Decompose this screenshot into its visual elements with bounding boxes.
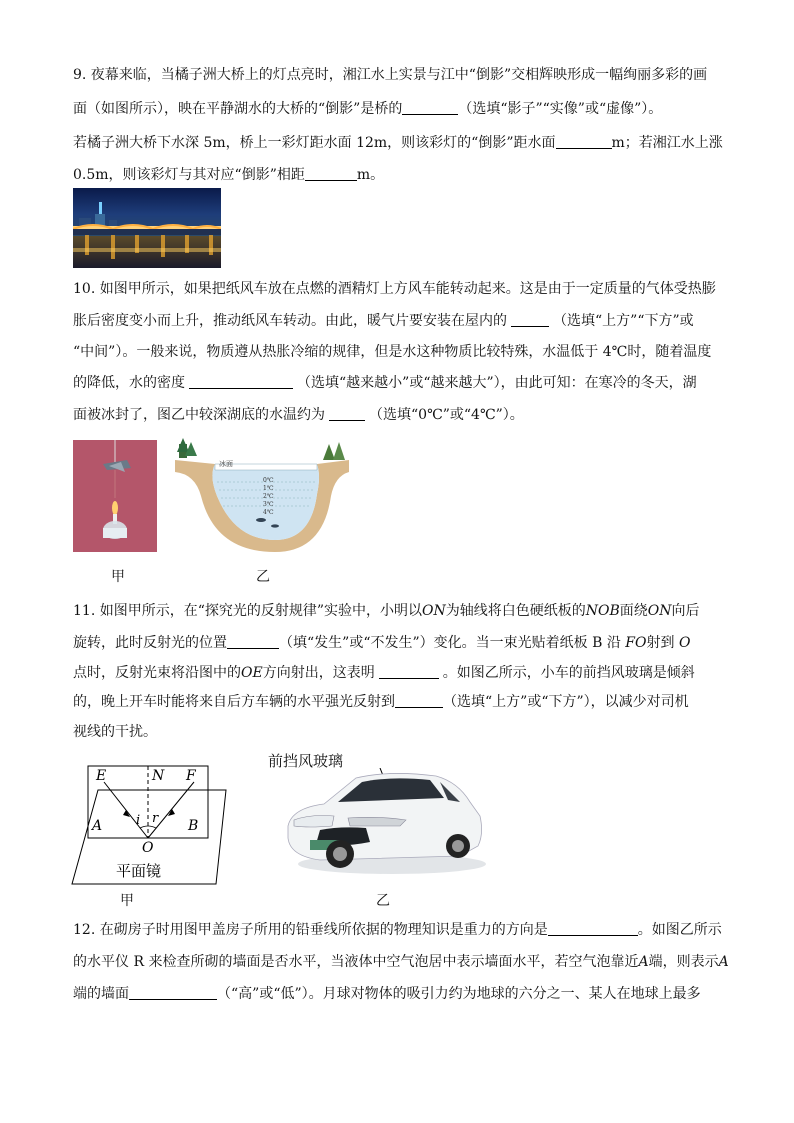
frozen-lake-diagram	[175, 436, 349, 554]
q9-line-2: 面（如图所示），映在平静湖水的大桥的“倒影”是桥的 （选填“影子”“实像”或“虚像”）。	[73, 101, 663, 117]
reflection-experiment-diagram	[70, 760, 230, 888]
fig-caption-yi: 乙	[256, 569, 270, 585]
temp-label-4: 4℃	[263, 509, 274, 516]
label-N: N	[152, 768, 165, 784]
plane-mirror-label: 平面镜	[116, 862, 162, 880]
q11-line-1: 11. 如图甲所示，在“探究光的反射规律”实验中，小明以ON为轴线将白色硬纸板的NOB面绕ON向后	[73, 603, 700, 619]
q11-line-3: 点时，反射光束将沿图中的OE方向射出，这表明 。如图乙所示，小车的前挡风玻璃是倾斜	[73, 665, 695, 681]
temp-label-2: 2℃	[263, 493, 274, 500]
label-B: B	[188, 818, 199, 834]
q9-line-3: 若橘子洲大桥下水深 5m，桥上一彩灯距水面 12m，则该彩灯的“倒影”距水面 m；若湘江水上涨	[73, 135, 723, 151]
fig-caption-jia-2: 甲	[120, 893, 134, 909]
q9-line-1: 9. 夜幕来临，当橘子洲大桥上的灯点亮时，湘江水上实景与江中“倒影”交相辉映形成一幅绚丽多彩的画	[73, 67, 708, 83]
fig-caption-jia: 甲	[111, 569, 125, 585]
q11-blank-1[interactable]	[227, 634, 279, 649]
q12-blank-2[interactable]	[129, 985, 217, 1000]
ice-surface-label: 冰面	[219, 460, 233, 468]
q9-blank-1[interactable]	[402, 100, 458, 115]
q12-line-1: 12. 在砌房子时用图甲盖房子所用的铅垂线所依据的物理知识是重力的方向是 。如图乙所示	[73, 922, 722, 938]
q9-blank-2[interactable]	[556, 134, 612, 149]
q11-blank-3[interactable]	[395, 693, 443, 708]
label-i: i	[136, 813, 141, 828]
q12-blank-1[interactable]	[548, 921, 638, 936]
q11-blank-2[interactable]	[379, 664, 439, 679]
q12-line-2: 的水平仪 R 来检查所砌的墙面是否水平，当液体中空气泡居中表示墙面水平，若空气泡靠近A端，则表示A	[73, 954, 729, 970]
q10-blank-2[interactable]	[189, 374, 293, 389]
q12-line-3: 端的墙面 （“高”或“低”）。月球对物体的吸引力约为地球的六分之一、某人在地球上最多	[73, 986, 701, 1002]
temp-label-3: 3℃	[263, 501, 274, 508]
q9-line-4: 0.5m，则该彩灯与其对应“倒影”相距 m。	[73, 167, 385, 183]
fig-caption-yi-2: 乙	[376, 893, 390, 909]
q10-blank-1[interactable]	[511, 312, 549, 327]
q10-line-5: 面被冰封了，图乙中较深湖底的水温约为 （选填“0℃”或“4℃”）。	[73, 407, 524, 423]
temp-label-1: 1℃	[263, 485, 274, 492]
q11-line-2: 旋转，此时反射光的位置 （填“发生”或“不发生”）变化。当一束光贴着纸板 B 沿 FO射到 O	[73, 635, 691, 651]
q9-blank-3[interactable]	[305, 166, 357, 181]
q10-line-2: 胀后密度变小而上升，推动纸风车转动。由此，暖气片要安装在屋内的 （选填“上方”“下方”或	[73, 313, 694, 329]
windshield-label: 前挡风玻璃	[268, 752, 344, 770]
label-O: O	[142, 840, 154, 856]
pinwheel-lamp-photo	[73, 440, 157, 552]
bridge-night-photo	[73, 188, 221, 268]
label-E: E	[96, 768, 107, 784]
label-A: A	[92, 818, 103, 834]
q10-line-4: 的降低，水的密度 （选填“越来越小”或“越来越大”），由此可知：在寒冷的冬天，湖	[73, 375, 697, 391]
label-F: F	[186, 768, 196, 784]
q11-line-5: 视线的干扰。	[73, 724, 157, 740]
temp-label-0: 0℃	[263, 477, 274, 484]
label-r: r	[152, 811, 159, 826]
q10-line-1: 10. 如图甲所示，如果把纸风车放在点燃的酒精灯上方风车能转动起来。这是由于一定质量的气体受热膨	[73, 281, 716, 297]
white-car-photo	[280, 768, 486, 878]
q10-line-3: “中间”）。一般来说，物质遵从热胀冷缩的规律，但是水这种物质比较特殊，水温低于 4℃时，随着温度	[73, 344, 712, 360]
q11-line-4: 的，晚上开车时能将来自后方车辆的水平强光反射到 （选填“上方”或“下方”），以减少对司机	[73, 694, 689, 710]
q10-blank-3[interactable]	[329, 406, 365, 421]
